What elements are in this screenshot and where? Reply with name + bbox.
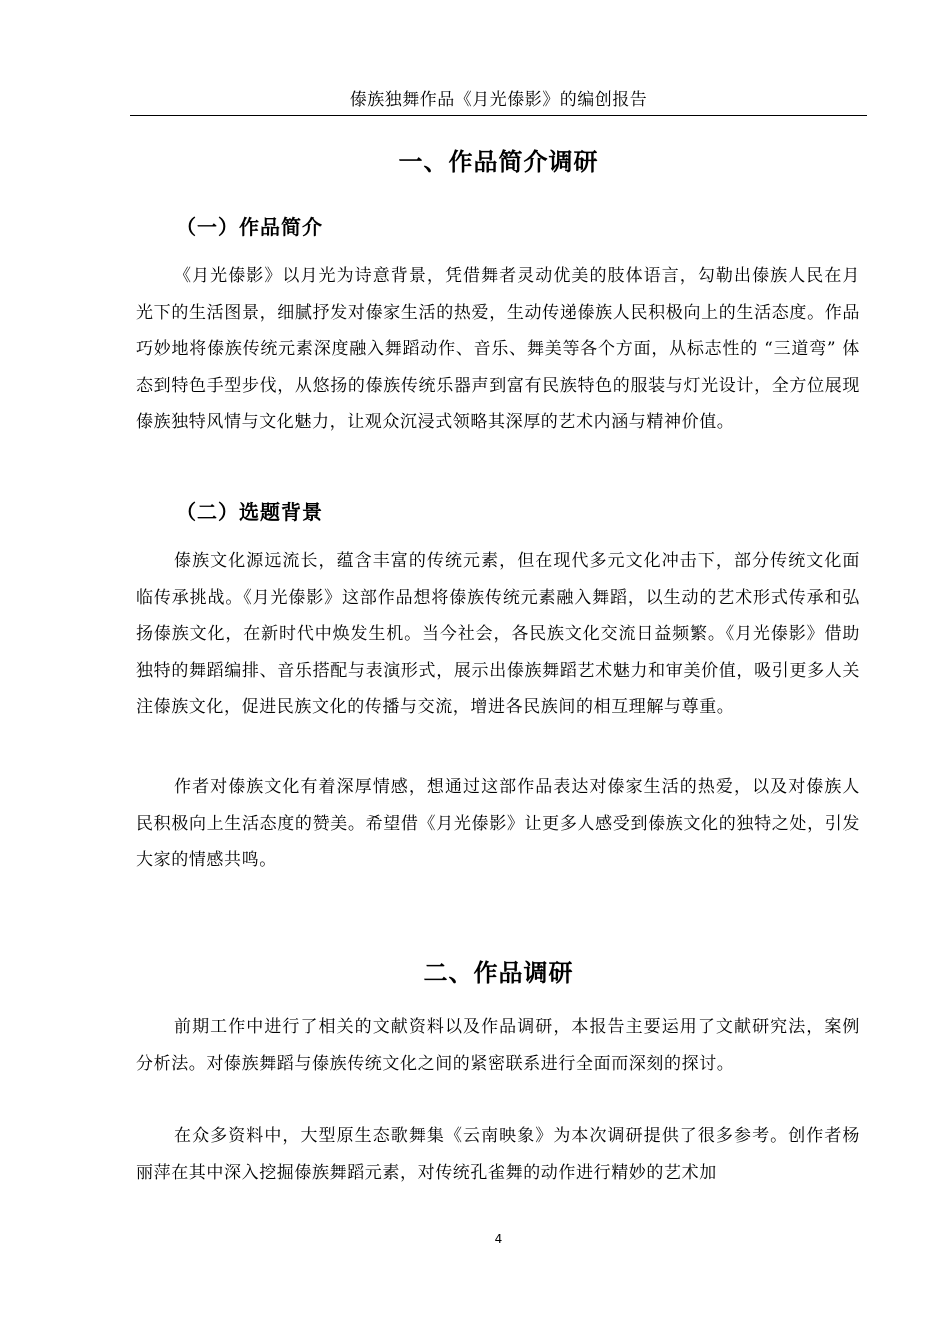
section-2-title: 二、作品调研 bbox=[423, 959, 574, 987]
paragraph-work-intro: 《月光傣影》以月光为诗意背景，凭借舞者灵动优美的肢体语言，勾勒出傣族人民在月光下的生活图景，细腻抒发对傣家生活的热爱，生动传递傣族人民积极向上的生活态度。作品巧妙地将傣族传统元素深度融入舞蹈动作、音乐、舞美等各个方面，从标志性的 “三道弯” 体态到特色手型步伐，从悠扬的傣族传统乐器声到富有民族特色的服装与灯光设计，全方位展现傣族独特风情与文化魅力，让观众沉浸式领略其深厚的艺术内涵与精神价值。 bbox=[136, 266, 860, 433]
header-rule bbox=[130, 115, 867, 116]
page-number: 4 bbox=[494, 1232, 503, 1246]
paragraph-background-1: 傣族文化源远流长，蕴含丰富的传统元素，但在现代多元文化冲击下，部分传统文化面临传承挑战。《月光傣影》这部作品想将傣族传统元素融入舞蹈，以生动的艺术形式传承和弘扬傣族文化，在新时代中焕发生机。当今社会，各民族文化交流日益频繁。《月光傣影》借助独特的舞蹈编排、音乐搭配与表演形式，展示出傣族舞蹈艺术魅力和审美价值，吸引更多人关注傣族文化，促进民族文化的传播与交流，增进各民族间的相互理解与尊重。 bbox=[136, 551, 860, 718]
paragraph-research-1: 前期工作中进行了相关的文献资料以及作品调研，本报告主要运用了文献研究法，案例分析法。对傣族舞蹈与傣族传统文化之间的紧密联系进行全面而深刻的探讨。 bbox=[136, 1017, 860, 1074]
paragraph-background-2: 作者对傣族文化有着深厚情感，想通过这部作品表达对傣家生活的热爱，以及对傣族人民积极向上生活态度的赞美。希望借《月光傣影》让更多人感受到傣族文化的独特之处，引发大家的情感共鸣。 bbox=[136, 777, 860, 871]
subsection-1-1-title: （一）作品简介 bbox=[176, 215, 323, 239]
running-header: 傣族独舞作品《月光傣影》的编创报告 bbox=[349, 90, 648, 110]
paragraph-research-2: 在众多资料中，大型原生态歌舞集《云南映象》为本次调研提供了很多参考。创作者杨丽萍在其中深入挖掘傣族舞蹈元素，对传统孔雀舞的动作进行精妙的艺术加 bbox=[136, 1126, 860, 1183]
subsection-1-2-title: （二）选题背景 bbox=[176, 500, 323, 524]
section-1-title: 一、作品简介调研 bbox=[398, 148, 599, 176]
